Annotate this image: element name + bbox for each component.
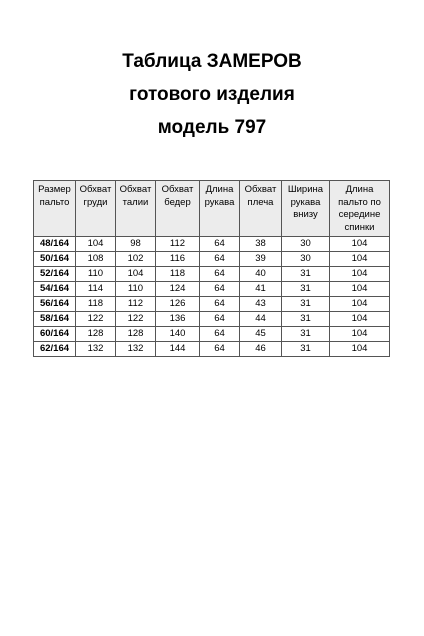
table-row <box>34 237 390 252</box>
table-cell: 31 <box>282 312 330 327</box>
size-cell: 56/164 <box>34 297 76 312</box>
table-cell: 40 <box>240 267 282 282</box>
table-cell: 110 <box>116 282 156 297</box>
column-header-line: бедер <box>164 196 191 208</box>
column-header-line: Длина <box>345 184 374 195</box>
table-cell: 108 <box>76 252 116 267</box>
column-header <box>156 181 200 237</box>
table-cell: 104 <box>116 267 156 282</box>
column-header-line: Размер <box>38 184 71 195</box>
column-header-line: талии <box>122 196 149 208</box>
table-cell: 104 <box>330 297 390 312</box>
table-cell: 124 <box>156 282 200 297</box>
size-cell: 50/164 <box>34 252 76 267</box>
column-header-line: Обхват <box>161 184 194 195</box>
table-cell: 38 <box>240 237 282 252</box>
title-line-3: модель 797 <box>157 117 267 138</box>
table-cell: 118 <box>76 297 116 312</box>
size-cell: 48/164 <box>34 237 76 252</box>
table-cell: 116 <box>156 252 200 267</box>
table-cell: 122 <box>76 312 116 327</box>
column-header <box>116 181 156 237</box>
table-cell: 31 <box>282 327 330 342</box>
table-row <box>34 282 390 297</box>
table-cell: 46 <box>240 342 282 357</box>
table-cell: 112 <box>116 297 156 312</box>
table-cell: 104 <box>330 282 390 297</box>
table-cell: 132 <box>76 342 116 357</box>
table-cell: 132 <box>116 342 156 357</box>
column-header-line: рукава <box>204 196 235 208</box>
table-cell: 31 <box>282 297 330 312</box>
table-cell: 144 <box>156 342 200 357</box>
table-cell: 104 <box>330 312 390 327</box>
table-cell: 122 <box>116 312 156 327</box>
table-cell: 112 <box>156 237 200 252</box>
table-cell: 43 <box>240 297 282 312</box>
column-header-line: пальто по <box>338 196 381 208</box>
size-cell: 54/164 <box>34 282 76 297</box>
table-cell: 136 <box>156 312 200 327</box>
column-header-line: Ширина <box>287 184 324 195</box>
table-cell: 30 <box>282 237 330 252</box>
table-cell: 102 <box>116 252 156 267</box>
title-line-2: готового изделия <box>129 84 295 105</box>
table-cell: 64 <box>200 297 240 312</box>
table-cell: 45 <box>240 327 282 342</box>
table-cell: 126 <box>156 297 200 312</box>
table-cell: 98 <box>116 237 156 252</box>
size-cell: 52/164 <box>34 267 76 282</box>
table-cell: 104 <box>330 237 390 252</box>
column-header-line: Обхват <box>244 184 277 195</box>
table-body <box>34 237 390 357</box>
column-header-line: внизу <box>293 209 318 220</box>
column-header-line: плеча <box>247 196 274 208</box>
table-row <box>34 297 390 312</box>
column-header-line: рукава <box>290 196 321 208</box>
table-cell: 31 <box>282 282 330 297</box>
column-header <box>200 181 240 237</box>
column-header-line: пальто <box>39 196 70 208</box>
table-cell: 41 <box>240 282 282 297</box>
table-cell: 104 <box>330 252 390 267</box>
column-header-line: Длина <box>205 184 234 195</box>
column-header-line: спинки <box>344 221 375 233</box>
table-cell: 64 <box>200 252 240 267</box>
column-header-line: Обхват <box>119 184 152 195</box>
table-cell: 140 <box>156 327 200 342</box>
column-header-line: Обхват <box>79 184 112 195</box>
table-cell: 31 <box>282 267 330 282</box>
column-header <box>34 181 76 237</box>
column-header <box>240 181 282 237</box>
table-cell: 104 <box>330 267 390 282</box>
measurements-table <box>33 180 390 357</box>
table-cell: 30 <box>282 252 330 267</box>
table-row <box>34 252 390 267</box>
title-line-1: Таблица ЗАМЕРОВ <box>122 51 302 72</box>
column-header <box>76 181 116 237</box>
column-header-line: груди <box>83 196 108 208</box>
column-header-line: середине <box>338 209 381 220</box>
column-header <box>330 181 390 237</box>
size-cell: 62/164 <box>34 342 76 357</box>
table-cell: 104 <box>330 327 390 342</box>
table-cell: 64 <box>200 342 240 357</box>
table-cell: 64 <box>200 237 240 252</box>
table-row <box>34 327 390 342</box>
table-cell: 31 <box>282 342 330 357</box>
table-cell: 118 <box>156 267 200 282</box>
table-cell: 64 <box>200 327 240 342</box>
size-cell: 60/164 <box>34 327 76 342</box>
table-cell: 64 <box>200 282 240 297</box>
table-cell: 104 <box>330 342 390 357</box>
table-cell: 64 <box>200 267 240 282</box>
size-cell: 58/164 <box>34 312 76 327</box>
table-cell: 110 <box>76 267 116 282</box>
table-row <box>34 312 390 327</box>
table-cell: 104 <box>76 237 116 252</box>
column-header <box>282 181 330 237</box>
table-header-row <box>34 181 390 237</box>
table-row <box>34 267 390 282</box>
table-cell: 64 <box>200 312 240 327</box>
table-cell: 39 <box>240 252 282 267</box>
document-title <box>0 52 424 151</box>
table-cell: 128 <box>116 327 156 342</box>
measurements-table-container <box>33 180 389 357</box>
table-row <box>34 342 390 357</box>
table-cell: 114 <box>76 282 116 297</box>
table-cell: 128 <box>76 327 116 342</box>
table-cell: 44 <box>240 312 282 327</box>
